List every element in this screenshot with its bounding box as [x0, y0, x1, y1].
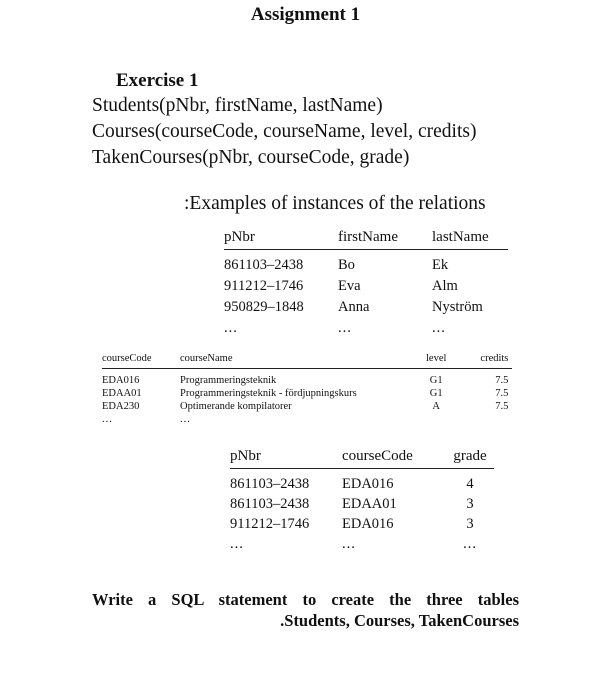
column-header: credits — [446, 348, 512, 369]
table-row — [230, 534, 494, 554]
table-cell: Programmeringsteknik - fördjupningskurs — [180, 388, 357, 399]
table-cell: A — [432, 401, 440, 412]
table-cell: EDAA01 — [342, 495, 397, 512]
table-cell — [446, 413, 512, 426]
table-cell: Eva — [338, 278, 361, 294]
table-cell: 4 — [466, 475, 474, 492]
table-row — [224, 250, 508, 277]
table-header-row — [102, 348, 512, 369]
table-cell: 911212–1746 — [224, 278, 304, 294]
column-header: courseName — [180, 348, 426, 369]
schema-students: Students(pNbr, firstName, lastName) — [92, 95, 383, 116]
table-cell: G1 — [429, 388, 443, 399]
table-cell: EDA016 — [102, 375, 140, 386]
table-cell: 7.5 — [495, 401, 509, 412]
students-table — [224, 225, 508, 339]
table-cell — [426, 413, 446, 426]
schema-courses: Courses(courseCode, courseName, level, credits) — [92, 121, 477, 142]
schema-taken-courses: TakenCourses(pNbr, courseCode, grade) — [92, 147, 410, 168]
table-cell: ... — [432, 320, 446, 336]
table-row — [102, 387, 512, 400]
table-cell: EDA016 — [342, 515, 394, 532]
column-header: level — [426, 348, 446, 369]
table-header-row — [224, 225, 508, 250]
table-cell: 861103–2438 — [224, 257, 304, 273]
table-row — [230, 514, 494, 534]
table-cell: EDA230 — [102, 401, 140, 412]
column-header: pNbr — [230, 444, 342, 469]
table-row — [224, 318, 508, 339]
table-cell: Anna — [338, 299, 370, 315]
column-header: pNbr — [224, 225, 338, 250]
table-row — [102, 400, 512, 413]
table-cell: ... — [102, 414, 113, 425]
exercise-heading: Exercise 1 — [116, 70, 199, 91]
table-cell: ... — [180, 414, 191, 425]
table-cell: ... — [463, 535, 477, 552]
column-header: courseCode — [102, 348, 180, 369]
table-cell: ... — [338, 320, 352, 336]
table-row — [224, 276, 508, 297]
table-cell: 7.5 — [495, 388, 509, 399]
question-line-1: Write a SQL statement to create the three tables — [92, 590, 519, 609]
column-header: lastName — [432, 225, 508, 250]
table-cell: EDAA01 — [102, 388, 142, 399]
examples-label: :Examples of instances of the relations — [184, 193, 486, 214]
table-row — [230, 469, 494, 495]
question-line-2: .Students, Courses, TakenCourses — [280, 611, 519, 630]
table-cell: 3 — [466, 515, 474, 532]
table-cell: 861103–2438 — [230, 495, 310, 512]
table-cell: 861103–2438 — [230, 475, 310, 492]
table-header-row — [230, 444, 494, 469]
table-cell: Bo — [338, 257, 355, 273]
document-title: Assignment 1 — [250, 4, 361, 25]
table-row — [102, 413, 512, 426]
table-cell: 911212–1746 — [230, 515, 310, 532]
table-cell: Optimerande kompilatorer — [180, 401, 292, 412]
table-cell: Nyström — [432, 299, 483, 315]
table-cell: Alm — [432, 278, 458, 294]
column-header: courseCode — [342, 444, 446, 469]
taken-courses-table — [230, 444, 494, 554]
table-cell: 950829–1848 — [224, 299, 304, 315]
table-cell: ... — [230, 535, 244, 552]
table-row — [224, 297, 508, 318]
table-cell: Programmeringsteknik — [180, 375, 277, 386]
table-row — [230, 494, 494, 514]
column-header: grade — [446, 444, 494, 469]
table-cell: 3 — [466, 495, 474, 512]
table-cell: Ek — [432, 257, 449, 273]
courses-table — [102, 348, 512, 426]
column-header: firstName — [338, 225, 432, 250]
table-cell: ... — [224, 320, 238, 336]
table-cell: ... — [342, 535, 356, 552]
table-cell: EDA016 — [342, 475, 394, 492]
table-row — [102, 369, 512, 388]
table-cell: G1 — [429, 375, 443, 386]
table-cell: 7.5 — [495, 375, 509, 386]
